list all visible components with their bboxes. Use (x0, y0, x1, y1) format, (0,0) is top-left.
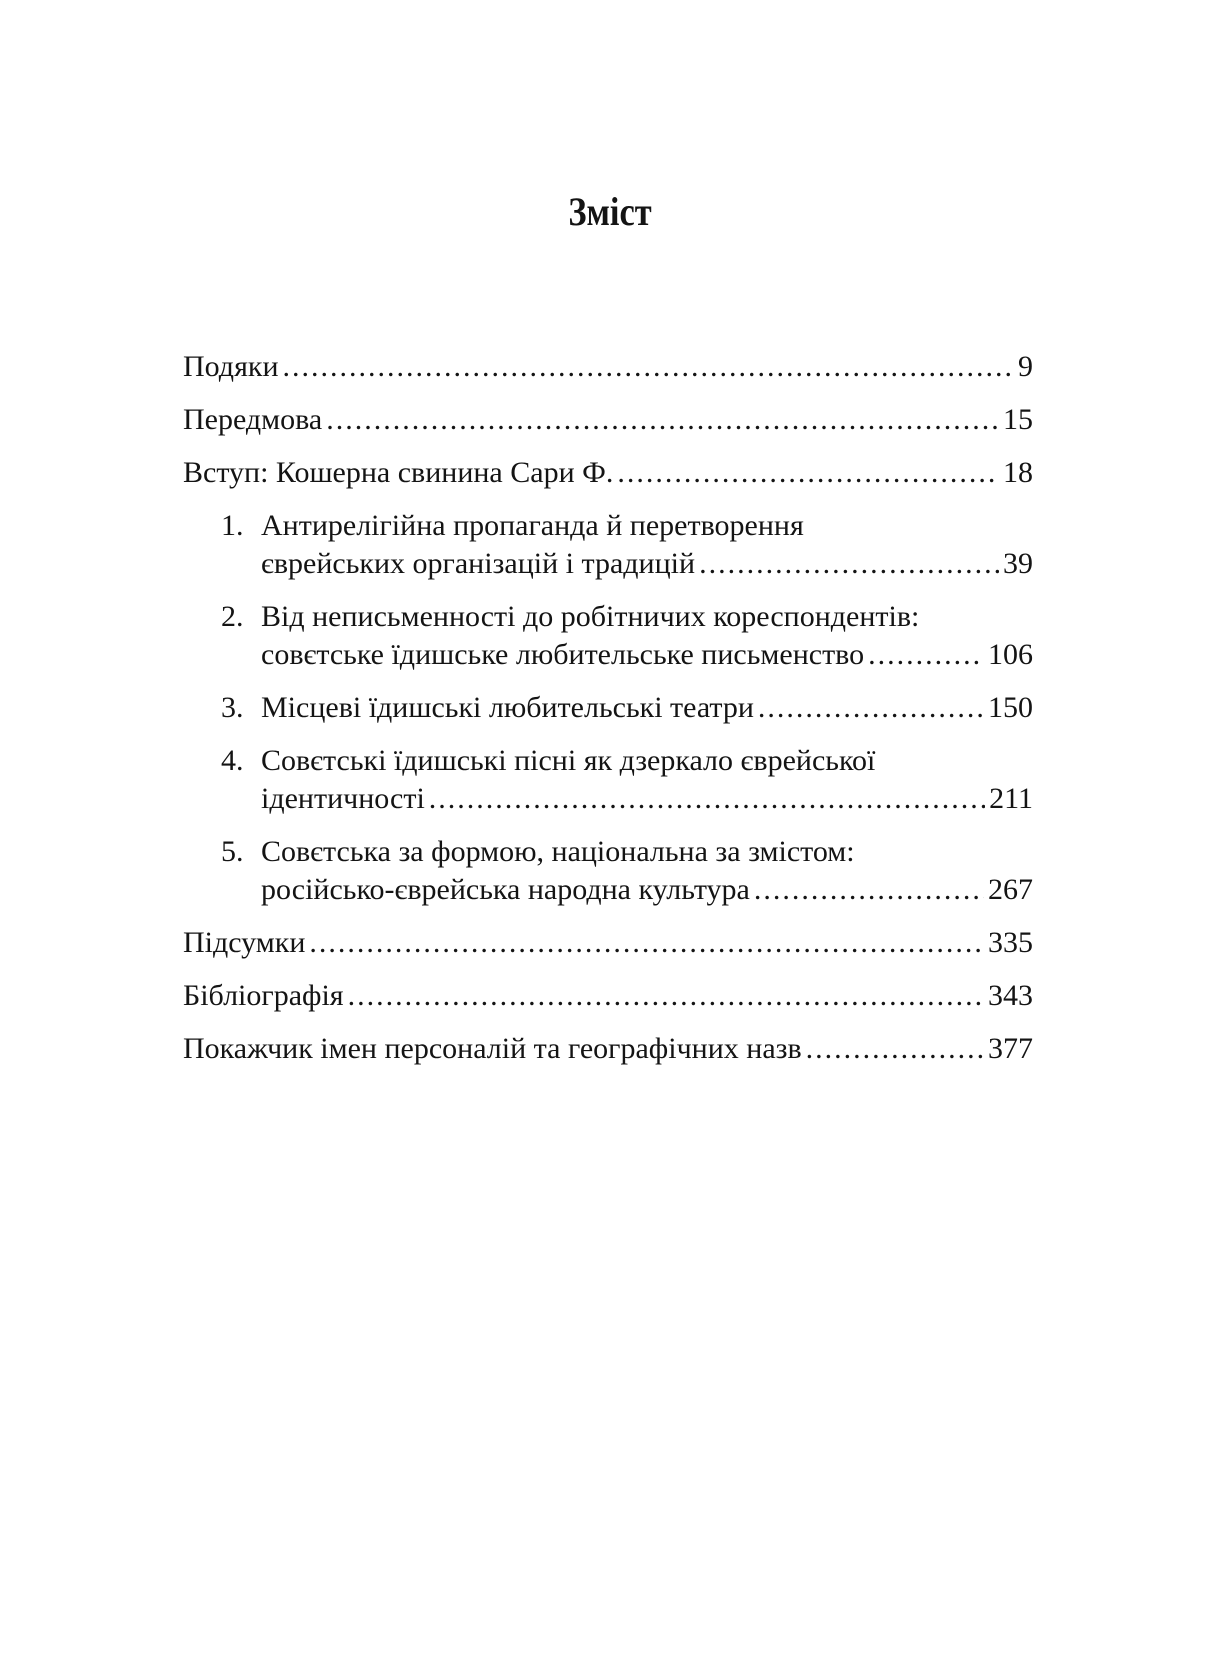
toc-entry-page: 106 (988, 638, 1033, 671)
toc-entry-page: 343 (988, 979, 1033, 1012)
toc-chapter-continuation (183, 636, 1033, 674)
dot-leader (758, 689, 984, 727)
toc-chapter-continuation (183, 871, 1033, 909)
toc-chapter-2 (183, 598, 1033, 674)
toc-entry-page: 377 (988, 1032, 1033, 1065)
dot-leader (429, 780, 985, 818)
page-title: Зміст (568, 189, 652, 234)
chapter-title-cont: совєтське їдишське любительське письменство (261, 638, 865, 671)
dot-leader (326, 401, 999, 439)
toc-entry-page: 9 (1018, 350, 1033, 383)
toc-entry-page: 267 (988, 873, 1033, 906)
toc-entry-page: 15 (1003, 403, 1033, 436)
toc-chapter-5 (183, 833, 1033, 909)
toc-entry-label: Покажчик імен персоналій та географічних назв (183, 1032, 802, 1065)
toc-entry-index (183, 1030, 1033, 1068)
toc-entry-label: Підсумки (183, 926, 306, 959)
toc-entry-label: Вступ: Кошерна свинина Сари Ф. (183, 456, 614, 489)
toc-entry-bibliography (183, 977, 1033, 1015)
toc-entry-label: Передмова (183, 403, 323, 436)
chapter-title: Антирелігійна пропаганда й перетворення (261, 509, 804, 542)
chapter-title: Від неписьменності до робітничих кореспондентів: (261, 600, 920, 633)
chapter-title: Совєтська за формою, національна за змістом: (261, 835, 855, 868)
table-of-contents (183, 348, 1033, 1083)
chapter-title-text: Місцеві їдишські любительські театри (261, 691, 754, 724)
chapter-number: 4. (221, 744, 244, 777)
toc-entry-acknowledgements (183, 348, 1033, 386)
toc-chapter-title-line (183, 742, 1033, 780)
toc-entry-introduction (183, 454, 1033, 492)
chapter-number: 2. (221, 600, 244, 633)
toc-chapter-1 (183, 507, 1033, 583)
chapter-number: 5. (221, 835, 244, 868)
dot-leader (309, 924, 984, 962)
dot-leader (699, 545, 999, 583)
toc-chapter-3 (183, 689, 1033, 727)
toc-entry-page: 18 (1003, 456, 1033, 489)
toc-chapter-continuation (183, 545, 1033, 583)
chapter-title-cont: російсько-єврейська народна культура (261, 873, 750, 906)
dot-leader (806, 1030, 984, 1068)
toc-entry-page: 335 (988, 926, 1033, 959)
chapter-title-cont: єврейських організацій і традицій (261, 547, 696, 580)
toc-entry-conclusions (183, 924, 1033, 962)
dot-leader (754, 871, 984, 909)
toc-chapter-title-line (183, 507, 1033, 545)
toc-chapter-title-line (183, 833, 1033, 871)
dot-leader (617, 454, 999, 492)
dot-leader (348, 977, 984, 1015)
toc-chapter-single-line (183, 689, 1033, 727)
chapter-title: Совєтські їдишські пісні як дзеркало єврейської (261, 744, 876, 777)
toc-entry-preface (183, 401, 1033, 439)
toc-entry-label: Подяки (183, 350, 279, 383)
dot-leader (868, 636, 984, 674)
toc-entry-page: 150 (988, 691, 1033, 724)
toc-entry-label: Бібліографія (183, 979, 344, 1012)
toc-entry-page: 211 (989, 782, 1033, 815)
toc-entry-page: 39 (1003, 547, 1033, 580)
dot-leader (283, 348, 1015, 386)
toc-chapter-4 (183, 742, 1033, 818)
chapter-title-cont: ідентичності (261, 782, 425, 815)
chapter-number: 3. (221, 691, 244, 724)
chapter-title (221, 689, 754, 727)
toc-chapter-title-line (183, 598, 1033, 636)
chapter-number: 1. (221, 509, 244, 542)
toc-chapter-continuation (183, 780, 1033, 818)
